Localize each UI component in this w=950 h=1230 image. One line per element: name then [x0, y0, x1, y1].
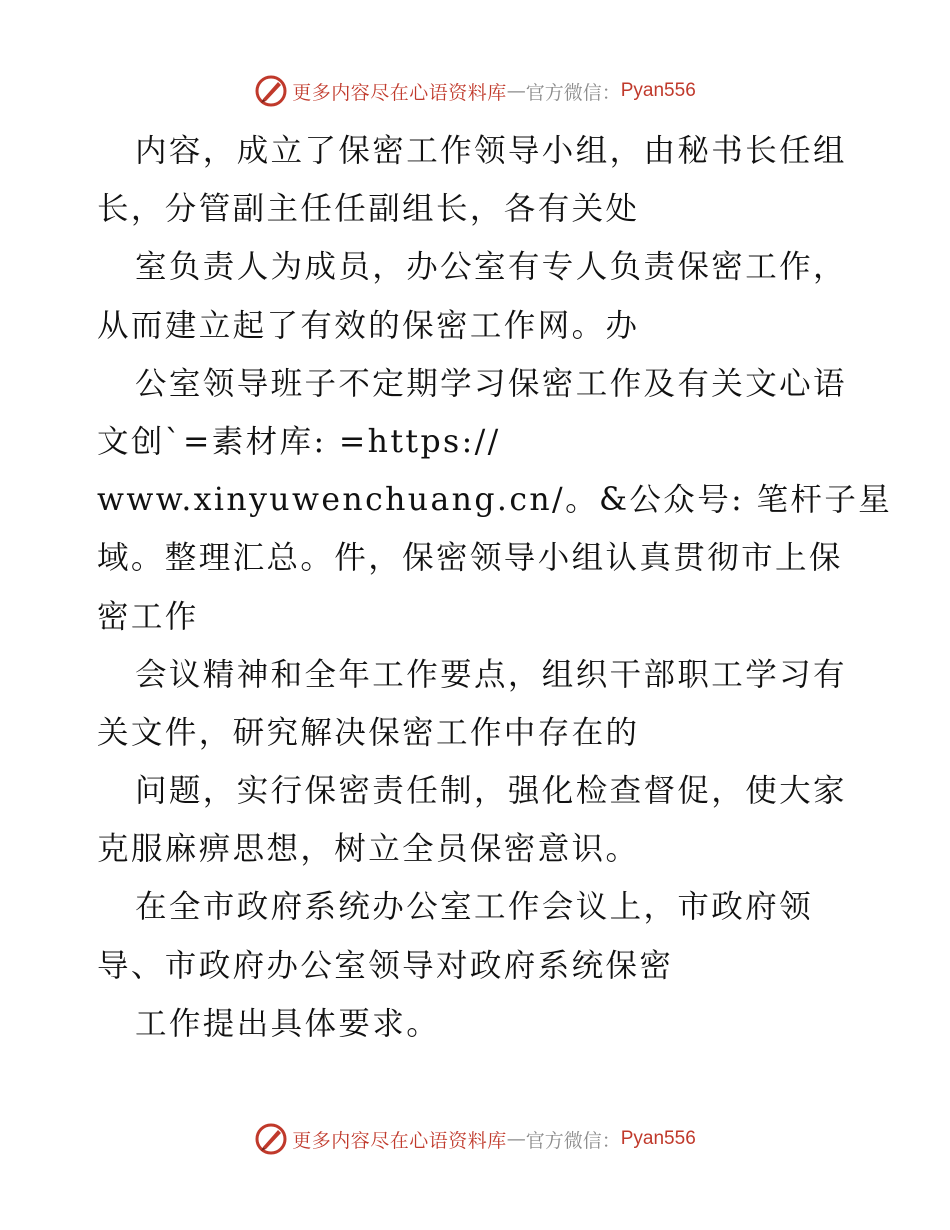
text-line: 室负责人为成员，办公室有专人负责保密工作， [135, 249, 847, 286]
text-line: 域。整理汇总。件，保密领导小组认真贯彻市上保 [97, 540, 843, 577]
banner-wechat-label: 官方微信： [525, 81, 621, 104]
text-line: www.xinyuwenchuang.cn/。&公众号: 笔杆子星 [97, 482, 893, 519]
banner-dash: — [506, 1128, 526, 1150]
text-line: 文创`=素材库: =https:// [97, 423, 501, 460]
text-line: 从而建立起了有效的保密工作网。办 [97, 307, 640, 344]
quill-logo-icon [254, 74, 288, 108]
banner-dash: — [506, 80, 526, 102]
text-line: 克服麻痹思想，树立全员保密意识。 [97, 831, 640, 868]
header-banner [0, 71, 950, 111]
text-line: 密工作 [97, 598, 199, 635]
footer-banner [0, 1119, 950, 1159]
text-line: 问题，实行保密责任制，强化检查督促，使大家 [135, 773, 847, 810]
text-line: 在全市政府系统办公室工作会议上，市政府领 [135, 889, 814, 926]
text-line: 工作提出具体要求。 [135, 1005, 441, 1042]
text-line: 公室领导班子不定期学习保密工作及有关文心语 [135, 365, 847, 402]
banner-wechat-id: Pyan556 [620, 80, 696, 101]
text-line: 导、市政府办公室领导对政府系统保密 [97, 947, 674, 984]
banner-wechat-label: 官方微信： [525, 1129, 621, 1152]
text-line: 长，分管副主任任副组长，各有关处 [97, 191, 640, 228]
banner-wechat-id: Pyan556 [620, 1128, 696, 1149]
quill-logo-icon [254, 1122, 288, 1156]
document-body [97, 122, 893, 1053]
text-line: 关文件，研究解决保密工作中存在的 [97, 714, 640, 751]
text-line: 内容，成立了保密工作领导小组，由秘书长任组 [135, 133, 847, 169]
banner-main-text: 更多内容尽在心语资料库 [292, 81, 507, 104]
banner-main-text: 更多内容尽在心语资料库 [292, 1129, 507, 1152]
text-line: 会议精神和全年工作要点，组织干部职工学习有 [135, 656, 847, 693]
